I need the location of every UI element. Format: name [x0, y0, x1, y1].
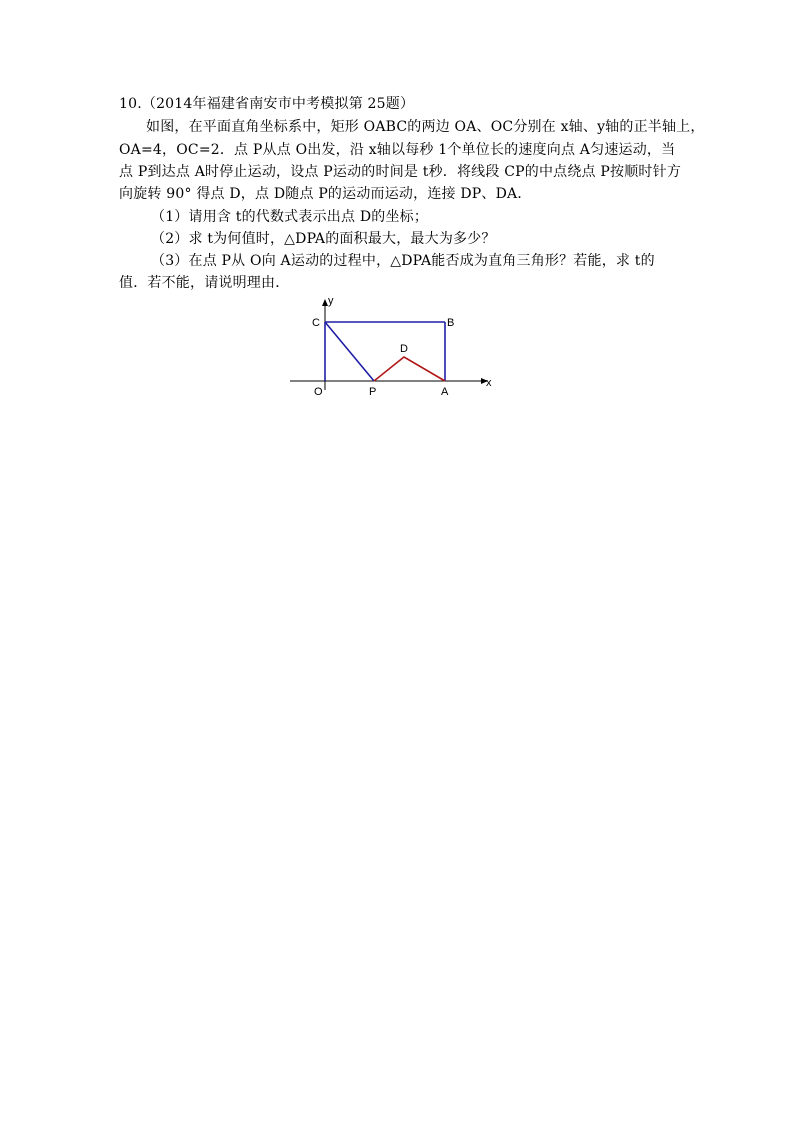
- problem-text-line-2: OA=4，OC=2．点 P从点 O出发，沿 x轴以每秒 1个单位长的速度向点 A匀速运动，当: [119, 142, 676, 158]
- label-P: P: [369, 386, 377, 398]
- label-y: y: [328, 295, 334, 307]
- label-C: C: [312, 317, 320, 329]
- label-A: A: [441, 386, 449, 398]
- label-x: x: [486, 377, 492, 389]
- segment-CP: [325, 322, 374, 381]
- question-3-line-2: 值．若不能，请说明理由．: [119, 275, 290, 291]
- question-2: （2）求 t为何值时，△DPA的面积最大，最大为多少？: [151, 231, 496, 247]
- label-O: O: [314, 386, 323, 398]
- problem-text-line-1: 如图，在平面直角坐标系中，矩形 OABC的两边 OA、OC分别在 x轴、y轴的正半轴上，: [146, 119, 705, 135]
- geometry-figure: [288, 290, 498, 400]
- segments-DP-DA: [374, 357, 445, 381]
- problem-text-line-3: 点 P到达点 A时停止运动，设点 P运动的时间是 t秒．将线段 CP的中点绕点 P按顺时针方: [119, 164, 682, 180]
- label-D: D: [400, 343, 408, 355]
- label-B: B: [447, 317, 455, 329]
- problem-text-line-4: 向旋转 90° 得点 D，点 D随点 P的运动而运动，连接 DP、DA．: [119, 186, 532, 202]
- question-1: （1）请用含 t的代数式表示出点 D的坐标；: [151, 209, 429, 225]
- problem-heading: 10.（2014年福建省南安市中考模拟第 25题）: [119, 96, 415, 112]
- question-3-line-1: （3）在点 P从 O向 A运动的过程中，△DPA能否成为直角三角形？若能，求 t的: [151, 253, 655, 269]
